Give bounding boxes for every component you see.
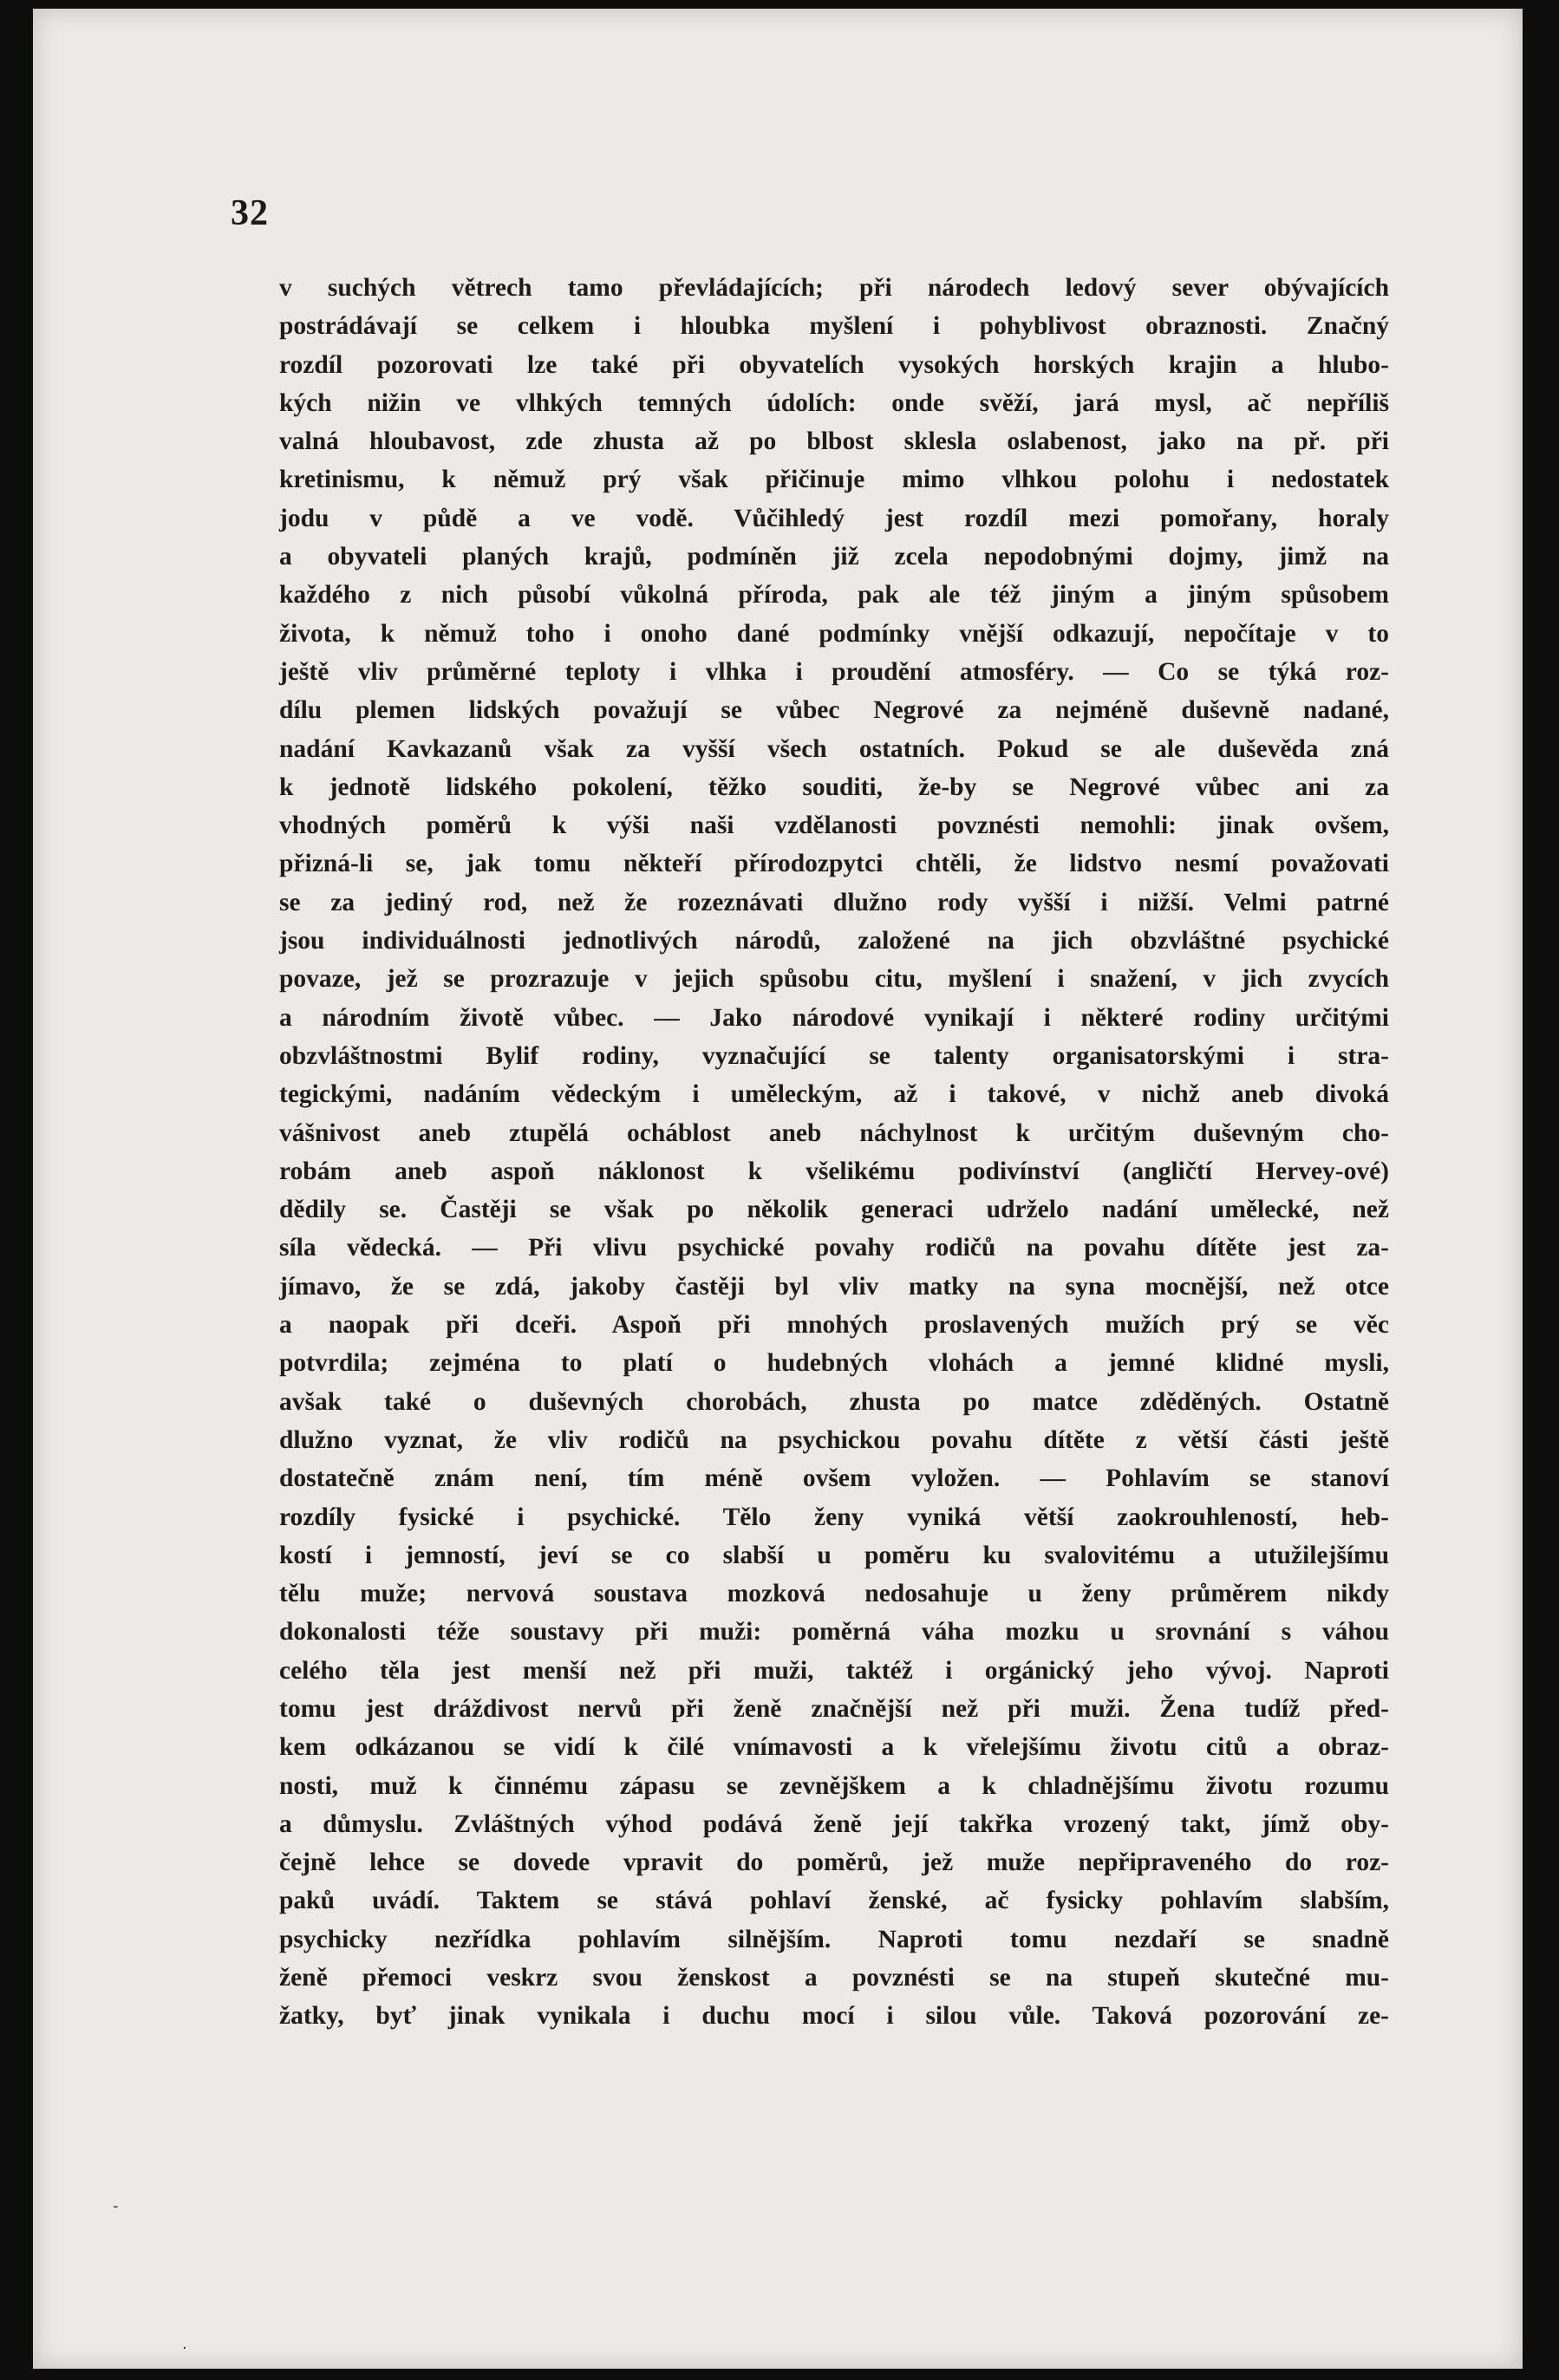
text-line: života, k němuž toho i onoho dané podmínky vnější odkazují, nepočítaje v to [279, 619, 1389, 648]
text-line: jsou individuálnosti jednotlivých národů, založené na jich obzvláštné psychické [279, 927, 1389, 955]
page-number: 32 [231, 193, 269, 233]
text-line: žatky, byť jinak vynikala i duchu mocí i silou vůle. Taková pozorování ze- [279, 2002, 1389, 2031]
text-line: kostí i jemností, jeví se co slabší u poměru ku svalovitému a utužilejšímu [279, 1541, 1389, 1569]
text-line: celého těla jest menší než při muži, taktéž i orgánický jeho vývoj. Naproti [279, 1656, 1389, 1685]
text-line: dílu plemen lidských považují se vůbec Negrové za nejméně duševně nadané, [279, 696, 1389, 725]
text-line: a důmyslu. Zvláštných výhod podává ženě její takřka vrozený takt, jímž oby- [279, 1809, 1389, 1838]
text-line: jímavo, že se zdá, jakoby častěji byl vliv matky na syna mocnější, než otce [279, 1272, 1389, 1301]
text-line: přizná-li se, jak tomu někteří přírodozpytci chtěli, že lidstvo nesmí považovati [279, 850, 1389, 878]
text-line: a obyvateli planých krajů, podmíněn již zcela nepodobnými dojmy, jimž na [279, 543, 1389, 571]
text-line: ženě přemoci veskrz svou ženskost a povznésti se na stupeň skutečné mu- [279, 1964, 1389, 1992]
text-line: kretinismu, k němuž prý však přičinuje mimo vlhkou polohu i nedostatek [279, 466, 1389, 494]
text-line: síla vědecká. — Při vlivu psychické povahy rodičů na povahu dítěte jest za- [279, 1234, 1389, 1262]
text-line: tělu muže; nervová soustava mozková nedosahuje u ženy průměrem nikdy [279, 1580, 1389, 1608]
text-line: tomu jest dráždivost nervů při ženě značnější než při muži. Žena tudíž před- [279, 1694, 1389, 1723]
text-line: jodu v půdě a ve vodě. Vůčihledý jest rozdíl mezi pomořany, horaly [279, 504, 1389, 532]
text-line: dokonalosti téže soustavy při muži: poměrná váha mozku u srovnání s váhou [279, 1618, 1389, 1646]
text-line: rozdíl pozorovati lze také při obyvatelích vysokých horských krajin a hlubo- [279, 350, 1389, 379]
text-line: k jednotě lidského pokolení, těžko souditi, že-by se Negrové vůbec ani za [279, 773, 1389, 801]
text-line: se za jediný rod, než že rozeznávati dlužno rody vyšší i nižší. Velmi patrné [279, 888, 1389, 916]
text-line: robám aneb aspoň náklonost k všelikému podivínství (angličtí Hervey-ové) [279, 1157, 1389, 1185]
scan-speck: · [182, 2339, 187, 2357]
text-line: avšak také o duševných chorobách, zhusta po matce zděděných. Ostatně [279, 1387, 1389, 1416]
text-line: psychicky nezřídka pohlavím silnějším. Naproti tomu nezdaří se snadně [279, 1925, 1389, 1953]
text-line: a národním životě vůbec. — Jako národové vynikají i některé rodiny určitými [279, 1003, 1389, 1032]
body-text [279, 269, 1389, 2036]
text-line: valná hloubavost, zde zhusta až po blbost sklesla oslabenost, jako na př. při [279, 427, 1389, 456]
text-line: paků uvádí. Taktem se stává pohlaví ženské, ač fysicky pohlavím slabším, [279, 1887, 1389, 1915]
text-line: kem odkázanou se vidí k čilé vnímavosti a k vřelejšímu životu citů a obraz- [279, 1733, 1389, 1762]
text-line: kých nižin ve vlhkých temných údolích: onde svěží, jará mysl, ač nepříliš [279, 388, 1389, 417]
book-page [33, 9, 1523, 2369]
text-line: tegickými, nadáním vědeckým i uměleckým, až i takové, v nichž aneb divoká [279, 1080, 1389, 1109]
text-line: rozdíly fysické i psychické. Tělo ženy vyniká větší zaokrouhleností, heb- [279, 1503, 1389, 1531]
text-line: obzvláštnostmi Bylif rodiny, vyznačující se talenty organisatorskými i stra- [279, 1041, 1389, 1070]
text-line: dlužno vyznat, že vliv rodičů na psychickou povahu dítěte z větší části ještě [279, 1425, 1389, 1454]
text-line: a naopak při dceři. Aspoň při mnohých proslavených mužích prý se věc [279, 1311, 1389, 1340]
text-line: čejně lehce se dovede vpravit do poměrů, jež muže nepřipraveného do roz- [279, 1849, 1389, 1877]
text-line: postrádávají se celkem i hloubka myšlení i pohyblivost obraznosti. Značný [279, 312, 1389, 341]
text-line: nadání Kavkazanů však za vyšší všech ostatních. Pokud se ale duševěda zná [279, 734, 1389, 763]
text-line: povaze, jež se prozrazuje v jejich spůsobu citu, myšlení i snažení, v jich zvycích [279, 965, 1389, 994]
text-line: vhodných poměrů k výši naši vzdělanosti povznésti nemohli: jinak ovšem, [279, 812, 1389, 840]
text-line: dostatečně znám není, tím méně ovšem vyložen. — Pohlavím se stanoví [279, 1464, 1389, 1493]
text-line: dědily se. Častěji se však po několik generaci udrželo nadání umělecké, než [279, 1196, 1389, 1224]
text-line: ještě vliv průměrné teploty i vlhka i proudění atmosféry. — Co se týká roz- [279, 657, 1389, 686]
text-line: každého z nich působí vůkolná příroda, pak ale též jiným a jiným spůsobem [279, 581, 1389, 610]
text-line: nosti, muž k činnému zápasu se zevnějškem a k chladnějšímu životu rozumu [279, 1771, 1389, 1800]
text-line: potvrdila; zejména to platí o hudebných vlohách a jemné klidné mysli, [279, 1349, 1389, 1378]
text-line: vášnivost aneb ztupělá ocháblost aneb náchylnost k určitým duševným cho- [279, 1118, 1389, 1147]
scan-speck: - [113, 2197, 119, 2215]
text-line: v suchých větrech tamo převládajících; při národech ledový sever obývajících [279, 274, 1389, 302]
